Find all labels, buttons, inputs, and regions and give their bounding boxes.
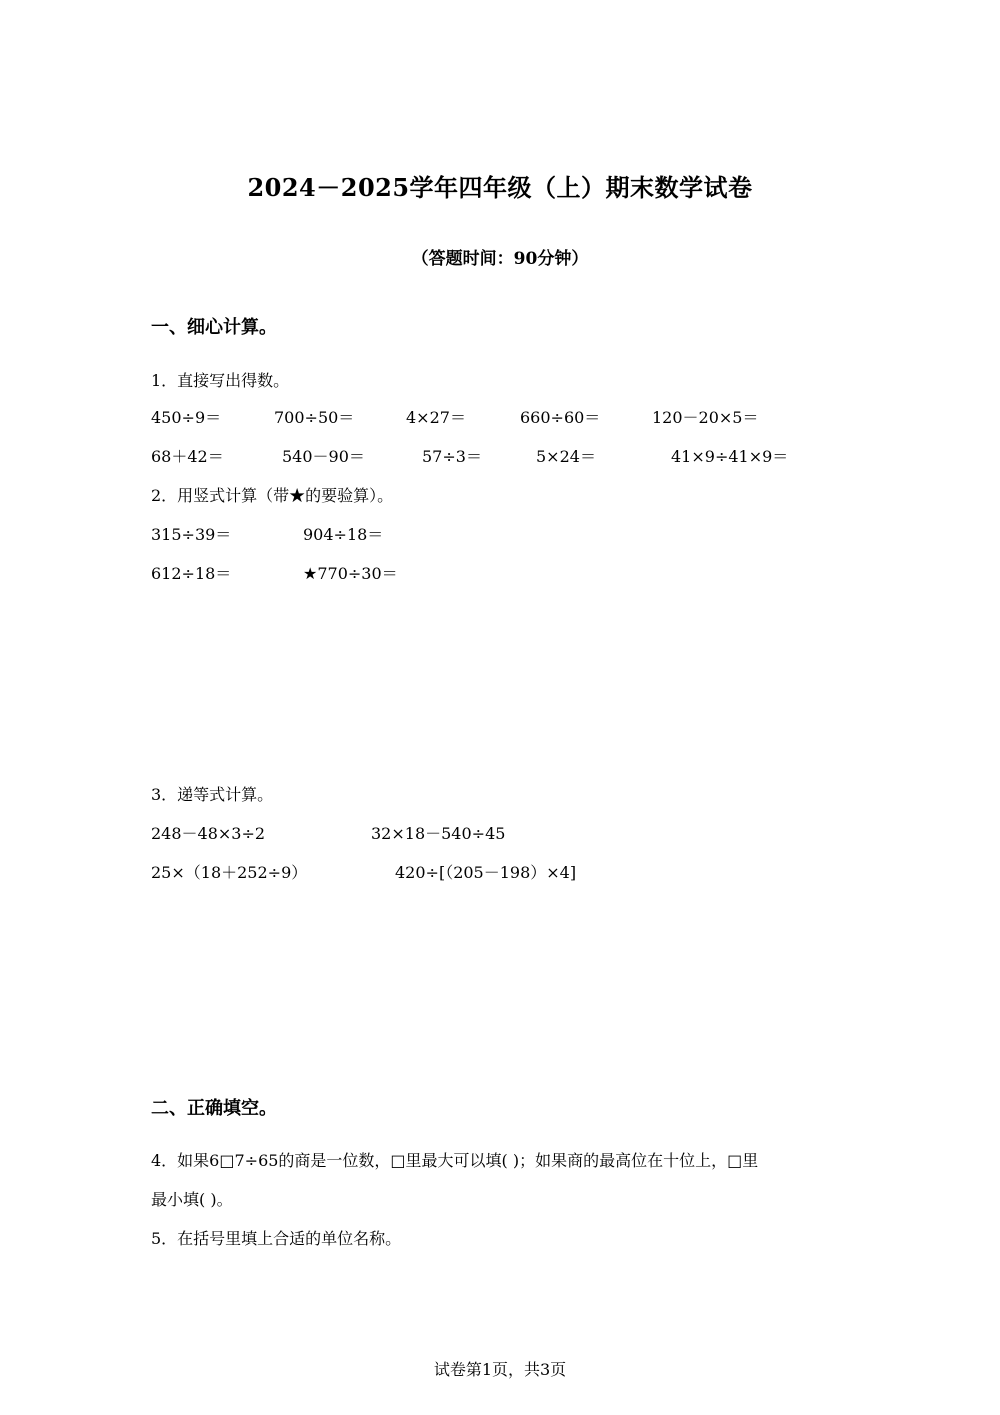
q2-item: 904÷18＝ <box>303 525 384 544</box>
section-heading-calculation: 一、细心计算。 <box>151 317 277 338</box>
q1-item: 57÷3＝ <box>422 447 482 466</box>
q1-item: 68＋42＝ <box>151 447 224 466</box>
question-1-prompt: 1．直接写出得数。 <box>151 371 290 390</box>
q2-item: 315÷39＝ <box>151 525 232 544</box>
q1-item: 660÷60＝ <box>520 408 601 427</box>
question-4-line-1: 4．如果6□7÷65的商是一位数，□里最大可以填( )；如果商的最高位在十位上，□里 <box>151 1151 759 1170</box>
q2-item: ★770÷30＝ <box>303 564 398 583</box>
q2-item: 612÷18＝ <box>151 564 232 583</box>
q1-item: 41×9÷41×9＝ <box>671 447 789 466</box>
section-heading-fill-in: 二、正确填空。 <box>151 1098 277 1119</box>
q3-item: 32×18－540÷45 <box>371 824 506 843</box>
exam-title: 2024－2025学年四年级（上）期末数学试卷 <box>247 173 753 202</box>
question-3-prompt: 3．递等式计算。 <box>151 785 274 804</box>
q3-item: 248－48×3÷2 <box>151 824 266 843</box>
question-4-line-2: 最小填( )。 <box>151 1190 233 1209</box>
q1-item: 5×24＝ <box>536 447 596 466</box>
question-5-prompt: 5．在括号里填上合适的单位名称。 <box>151 1229 402 1248</box>
q1-item: 120－20×5＝ <box>652 408 759 427</box>
exam-subtitle: （答题时间：90分钟） <box>411 249 589 269</box>
q1-item: 540－90＝ <box>282 447 365 466</box>
question-2-prompt: 2．用竖式计算（带★的要验算）。 <box>151 486 394 505</box>
q1-item: 700÷50＝ <box>274 408 355 427</box>
page-footer: 试卷第1页，共3页 <box>433 1360 567 1379</box>
q3-item: 420÷[（205－198）×4] <box>395 863 577 882</box>
q3-item: 25×（18＋252÷9） <box>151 863 308 882</box>
q1-item: 450÷9＝ <box>151 408 222 427</box>
q1-item: 4×27＝ <box>406 408 466 427</box>
